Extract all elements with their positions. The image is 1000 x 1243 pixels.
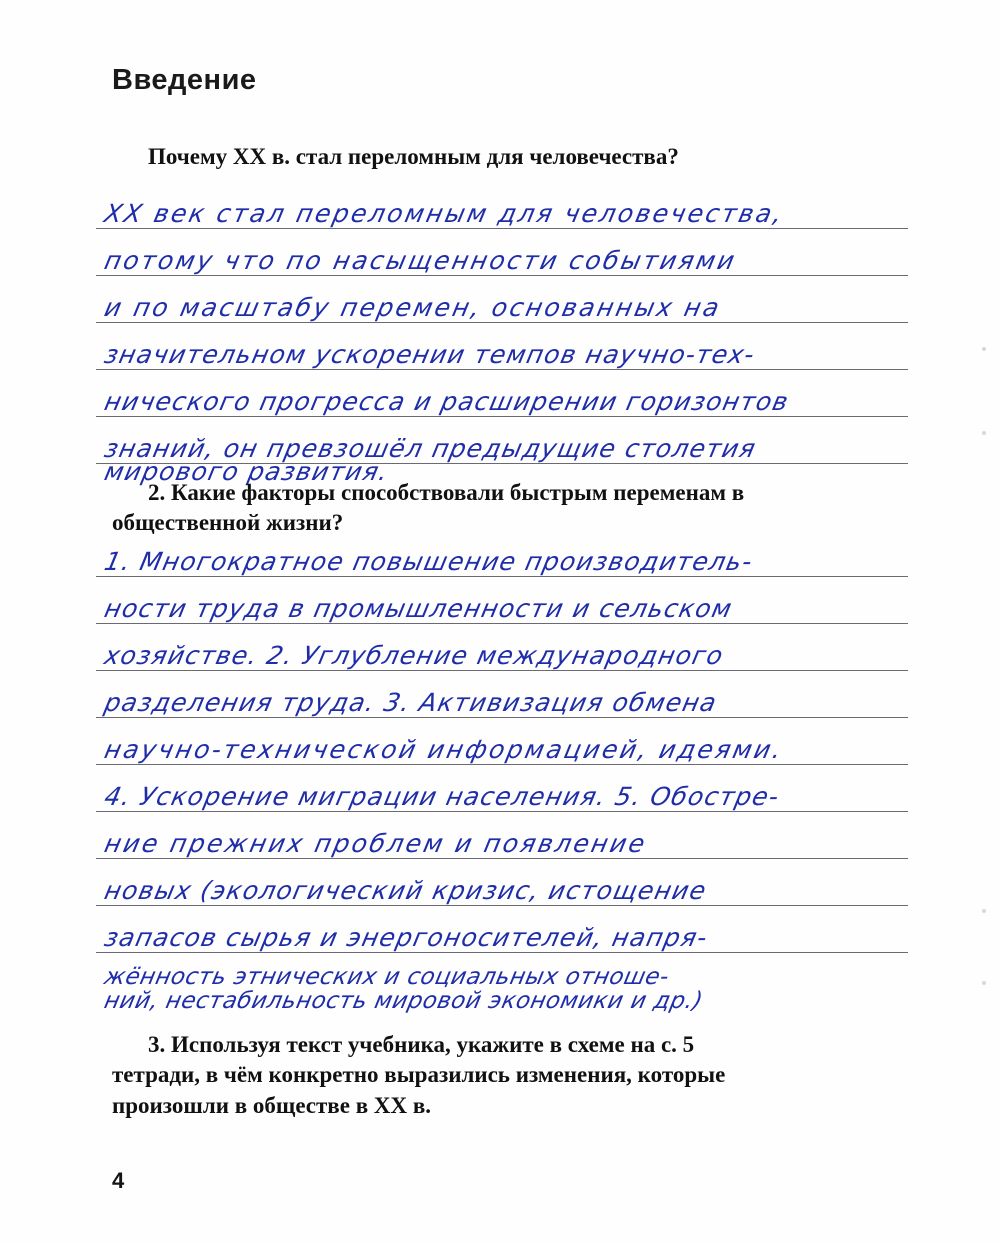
question-1 — [112, 142, 872, 172]
handwritten-line: мирового развития. — [101, 456, 392, 486]
binding-mark — [982, 431, 986, 435]
handwritten-line: разделения труда. 3. Активизация обмена — [96, 671, 908, 718]
handwritten-line: 1. Многократное повышение производитель- — [96, 530, 908, 577]
question-1-text: Почему XX в. стал переломным для человечества? — [148, 144, 679, 169]
question-3-line-1: 3. Используя текст учебника, укажите в схеме на с. 5 — [148, 1032, 695, 1057]
question-2-line-2: общественной жизни? — [112, 510, 344, 536]
handwritten-line: знаний, он превзошёл предыдущие столетия — [96, 417, 908, 464]
handwritten-line: XX век стал переломным для человечества, — [96, 182, 908, 229]
binding-mark — [982, 347, 986, 351]
handwritten-line: ний, нестабильность мировой экономики и др.) — [101, 987, 706, 1014]
handwritten-line: ности труда в промышленности и сельском — [96, 577, 908, 624]
question-2-line-1: 2. Какие факторы способствовали быстрым переменам в — [148, 480, 745, 505]
page-title: Введение — [112, 64, 257, 96]
handwritten-line: и по масштабу перемен, основанных на — [96, 276, 908, 323]
handwritten-line: научно-технической информацией, идеями. — [96, 718, 908, 765]
answer-2-handwriting — [96, 530, 908, 1014]
page-number: 4 — [112, 1168, 125, 1193]
handwritten-line: ние прежних проблем и появление — [96, 812, 908, 859]
handwritten-line: жённость этнических и социальных отноше- — [101, 963, 672, 990]
handwritten-line: значительном ускорении темпов научно-тех- — [96, 323, 908, 370]
binding-mark — [982, 909, 986, 913]
handwritten-line: новых (экологический кризис, истощение — [96, 859, 908, 906]
question-3-line-2: тетради, в чём конкретно выразились изменения, которые — [112, 1062, 726, 1088]
question-3-line-3: произошли в обществе в XX в. — [112, 1092, 432, 1118]
handwritten-line: 4. Ускорение миграции населения. 5. Обостре- — [96, 765, 908, 812]
handwritten-line: потому что по насыщенности событиями — [96, 229, 908, 276]
binding-mark — [982, 981, 986, 985]
handwritten-line: хозяйстве. 2. Углубление международного — [96, 624, 908, 671]
handwritten-line: нического прогресса и расширении горизонтов — [96, 370, 908, 417]
answer-1-handwriting — [96, 182, 908, 494]
handwritten-line: запасов сырья и энергоносителей, напря- — [96, 906, 908, 953]
question-3 — [112, 1030, 872, 1121]
